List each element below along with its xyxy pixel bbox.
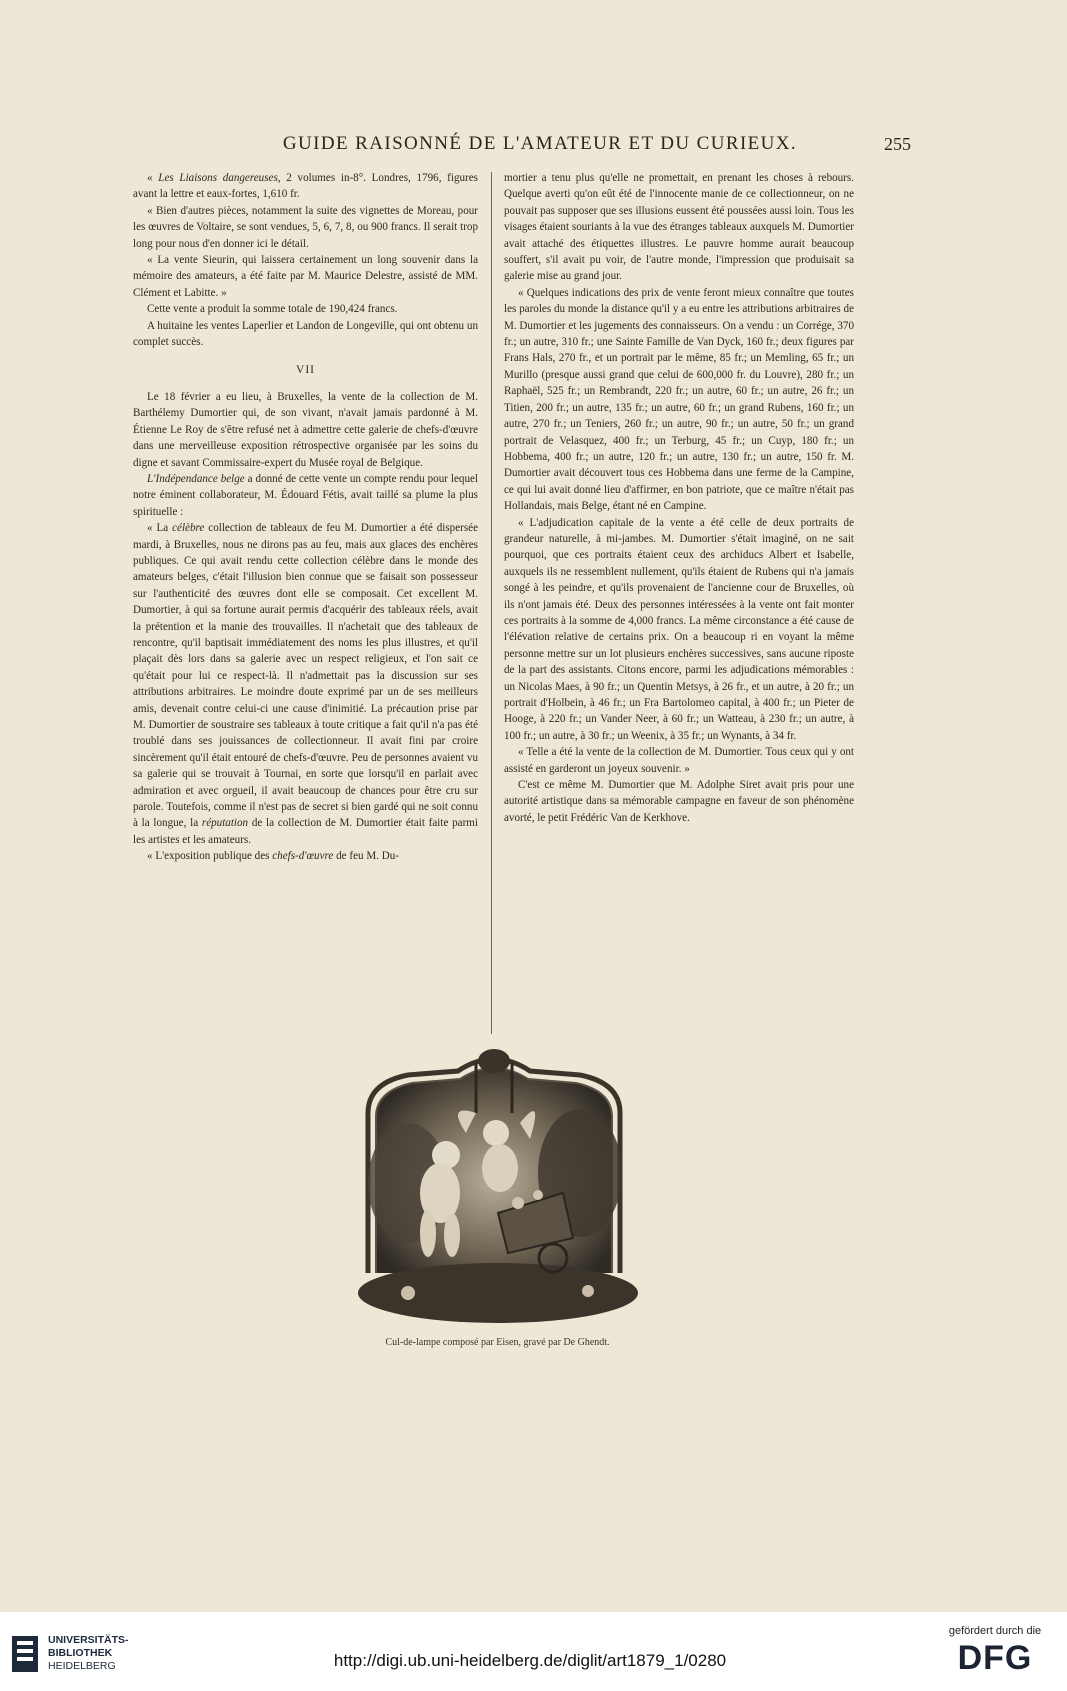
cul-de-lampe-engraving <box>348 1043 640 1323</box>
page-number: 255 <box>884 134 911 154</box>
paragraph: « Quelques indications des prix de vente feront mieux connaître que toutes les paroles du monde la distance qu'il y a eu entre les attributions arbitraires de M. Dumortier et les jugements des connaisseurs. On a vendu : un Corrége, 370 fr.; un autre, 310 fr.; une Sainte Famille de Van Dyck, 160 fr.; deux figures par Frans Hals, 270 fr., et un portrait par le même, 85 fr.; un Memling, 65 fr.; un Murillo (presque aussi grand que celui de 600,000 fr. du Louvre), 280 fr.; un Raphaël, 525 fr.; un Rembrandt, 220 fr.; un autre, 60 fr.; un autre, 26 fr.; un Titien, 200 fr.; un autre, 135 fr.; un autre, 60 fr.; un grand Rubens, 160 fr.; un autre, 270 fr.; un Teniers, 260 fr.; un autre, 90 fr.; un autre, 50 fr.; un grand portrait de Velasquez, 400 fr.; un Terburg, 45 fr.; un Cuyp, 180 fr.; un Hobbema, 400 fr.; un autre, 120 fr.; un autre, 130 fr.; un autre, 150 fr. M. Dumortier avait découvert tous ces Hobbema dans une ferme de la Campine, ce qui lui avait donné lieu d'affirmer, en bon patriote, que ce maître n'était pas Hollandais, mais Belge, étant né en Campine. <box>504 286 854 513</box>
paragraph: mortier a tenu plus qu'elle ne promettait, en prenant les choses à rebours. Quelque averti qu'on eût été de l'innocente manie de ce collectionneur, on ne pouvait pas supposer que ses illusions eussent été poussées aussi loin. Tous les visages étaient souriants à la vue des étranges tableaux auxquels M. Dumortier avait attaché des étiquettes illustres. Le pauvre homme aurait beaucoup souffert, s'il avait pu voir, de l'autre monde, l'impression que produisait sa galerie mise au grand jour. <box>504 172 854 283</box>
paragraph: « La vente Sieurin, qui laissera certainement un long souvenir dans la mémoire des amateurs, a été faite par M. Maurice Delestre, assisté de MM. Clément et Labitte. » <box>133 254 478 299</box>
paragraph: A huitaine les ventes Laperlier et Landon de Longeville, qui ont obtenu un complet succès. <box>133 319 478 349</box>
running-title: GUIDE RAISONNÉ DE L'AMATEUR ET DU CURIEUX. <box>282 133 798 154</box>
paragraph: « L'adjudication capitale de la vente a été celle de deux portraits de grandeur naturelle, à mi-jambes. M. Dumortier s'était imaginé, on ne sait pourquoi, que ces portraits étaient ceux des archiducs Albert et Isabelle, auxquels ils ne ressemblent nullement, qu'ils étaient de Rubens qui n'a jamais songé à les peindre, et qu'ils provenaient de l'ancienne cour de Bruxelles, où ils n'ont jamais été. Deux des personnes intéressées à la vente ont fait monter ces portraits à la somme de 4,000 francs. La même circonstance a été cause de l'élévation relative de certains prix. On a beaucoup ri en voyant la même personne mettre sur un lot plusieurs enchères successives, sans aucune riposte de la part des assistants. Citons encore, parmi les adjudications mémorables : un Nicolas Maes, à 90 fr.; un Quentin Metsys, à 26 fr., et un autre, à 20 fr.; un portrait d'Holbein, à 46 fr.; un Fra Bartolomeo capital, à 400 fr.; un Pieter de Hooge, à 220 fr.; un Vander Neer, à 60 fr.; un Watteau, à 230 fr.; un autre, à 100 fr.; un autre, à 30 fr.; un Weenix, à 35 fr.; un Wynants, à 34 fr. <box>504 516 854 742</box>
paragraph: « Les Liaisons dangereuses, 2 volumes in-8°. Londres, 1796, figures avant la lettre et eaux-fortes, 1,610 fr. <box>133 172 478 201</box>
engraving-caption: Cul-de-lampe composé par Eisen, gravé par De Ghendt. <box>385 1337 610 1348</box>
paragraph: « Telle a été la vente de la collection de M. Dumortier. Tous ceux qui y ont assisté en garderont un joyeux souvenir. » <box>504 746 854 775</box>
paragraph: C'est ce même M. Dumortier que M. Adolphe Siret avait pris pour une autorité artistique dans sa mémorable campagne en faveur de son phénomène avorté, le petit Frédéric Van de Kerkhove. <box>504 779 854 824</box>
column-divider <box>491 172 492 1034</box>
paragraph: « La célèbre collection de tableaux de feu M. Dumortier a été dispersée mardi, à Bruxelles, nous ne dirons pas au feu, mais aux glaces des enchères publiques. Ce qui avait rendu cette collection célèbre dans le monde des amateurs belges, c'était l'illusion bien connue que se faisait son possesseur sur l'authenticité des œuvres dont elle se composait. Cet excellent M. Dumortier, à qui sa fortune aurait permis d'acquérir des tableaux réels, avait la prétention et la manie des trouvailles. Il n'achetait que des tableaux de rencontre, qu'il baptisait immédiatement des noms les plus illustres, et qu'il plaçait dès lors dans sa galerie avec un respect religieux, et l'on sait ce qu'était pour lui ce respect-là. Il n'admettait pas la discussion sur ses attributions arbitraires. Le moindre doute exprimé par un de ses meilleurs amis, devenait contre celui-ci une cause d'inimitié. La précaution prise par M. Dumortier de soustraire ses tableaux à toute critique a fait qu'il n'a pas été troublé dans ses jouissances de collectionneur. Il avait fini par croire sincèrement qu'il était entouré de chefs-d'œuvre. Peu de personnes avaient vu sa galerie qui se trouvait à Tournai, en sorte que lorsqu'il en parlait avec admiration et avec orgueil, il avait beaucoup de chances pour être cru sur parole. Toutefois, comme il n'est pas de secret si bien gardé qui ne soit connu à la longue, la réputation de la collection de M. Dumortier était faite parmi les artistes et les amateurs. <box>133 522 479 846</box>
permalink-url[interactable]: http://digi.ub.uni-heidelberg.de/diglit/art1879_1/0280 <box>333 1651 727 1670</box>
book-title: Les Liaisons dangereuses, <box>158 172 281 184</box>
dfg-logo[interactable] <box>930 1625 1060 1675</box>
newspaper-title: L'Indépendance belge <box>147 472 245 485</box>
paragraph: « Bien d'autres pièces, notamment la suite des vignettes de Moreau, pour les œuvres de Voltaire, se sont vendues, 5, 6, 7, 8, ou 900 francs. Il serait trop long pour nous d'en donner ici le détail. <box>133 204 478 250</box>
funded-by-label: gefördert durch die <box>948 1625 1042 1637</box>
right-text-column <box>504 170 854 826</box>
dfg-wordmark: DFG <box>957 1639 1033 1677</box>
section-number: VII <box>296 364 315 377</box>
library-logo[interactable] <box>10 1634 180 1680</box>
library-name: UNIVERSITÄTS- BIBLIOTHEK HEIDELBERG <box>48 1634 129 1672</box>
left-text-column <box>133 170 478 865</box>
paragraph: Le 18 février a eu lieu, à Bruxelles, la vente de la collection de M. Barthélemy Dumortier qui, de son vivant, n'avait jamais pardonné à M. Étienne Le Roy de s'être refusé net à admettre cette galerie de chefs-d'œuvre dans une merveilleuse exposition rétrospective organisée par les soins du digne et savant Commissaire-expert du Musée royal de Belgique. <box>133 390 478 469</box>
library-emblem-icon <box>10 1634 40 1674</box>
paragraph: Cette vente a produit la somme totale de 190,424 francs. <box>147 303 398 316</box>
paragraph: « L'exposition publique des chefs-d'œuvre de feu M. Du- <box>147 850 399 863</box>
paragraph: L'Indépendance belge a donné de cette vente un compte rendu pour lequel notre éminent collaborateur, M. Édouard Fétis, avait taillé sa plume la plus spirituelle : <box>133 472 479 518</box>
